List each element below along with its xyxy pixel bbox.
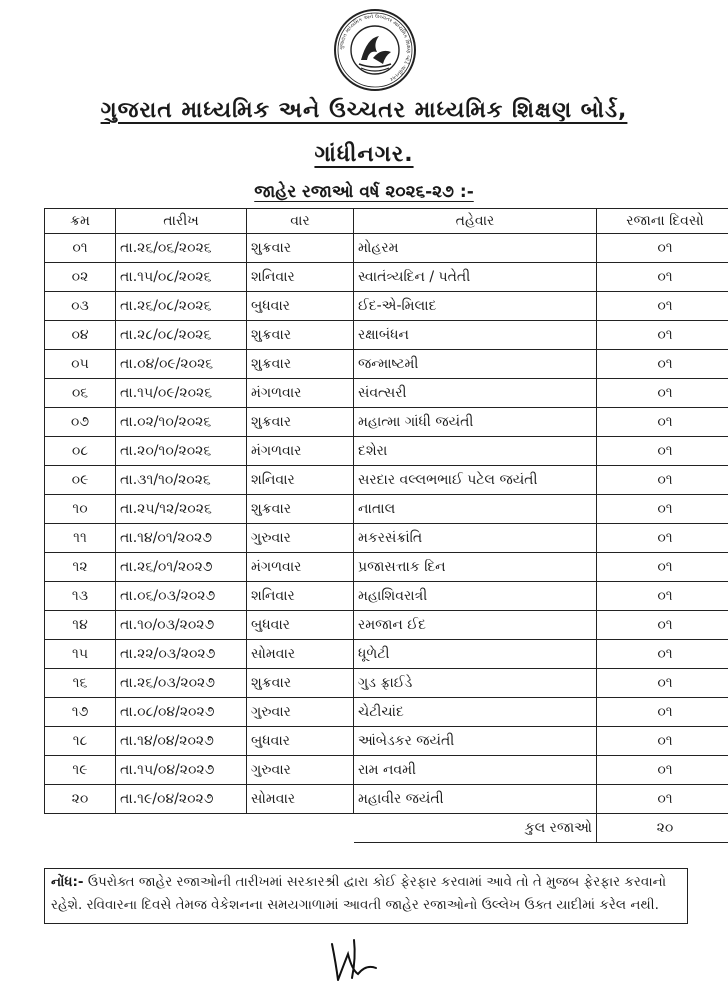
table-body bbox=[45, 234, 728, 814]
date-cell: તા.૧૯/૦૪/૨૦૨૭ bbox=[116, 785, 247, 814]
table-row bbox=[45, 756, 728, 785]
festival-cell: સરદાર વલ્લભભાઈ પટેલ જયંતી bbox=[354, 466, 597, 495]
serial-cell: ૦૮ bbox=[45, 437, 116, 466]
serial-cell: ૧૨ bbox=[45, 553, 116, 582]
festival-cell: મહાશિવરાત્રી bbox=[354, 582, 597, 611]
serial-cell: ૧૫ bbox=[45, 640, 116, 669]
day-cell: મંગળવાર bbox=[247, 437, 354, 466]
table-row bbox=[45, 582, 728, 611]
serial-cell: ૨૦ bbox=[45, 785, 116, 814]
serial-cell: ૦૨ bbox=[45, 263, 116, 292]
board-seal-icon bbox=[333, 8, 417, 92]
day-cell: ગુરુવાર bbox=[247, 756, 354, 785]
holiday-days-cell: ૦૧ bbox=[597, 263, 728, 292]
holiday-days-cell: ૦૧ bbox=[597, 379, 728, 408]
date-cell: તા.૨૦/૧૦/૨૦૨૬ bbox=[116, 437, 247, 466]
total-spacer bbox=[45, 814, 354, 843]
date-cell: તા.૨૬/૦૬/૨૦૨૬ bbox=[116, 234, 247, 263]
note-label: નોંધ:- bbox=[51, 874, 84, 890]
date-cell: તા.૩૧/૧૦/૨૦૨૬ bbox=[116, 466, 247, 495]
day-cell: શુક્રવાર bbox=[247, 408, 354, 437]
serial-cell: ૧૦ bbox=[45, 495, 116, 524]
day-cell: ગુરુવાર bbox=[247, 524, 354, 553]
festival-cell: ધૂળેટી bbox=[354, 640, 597, 669]
serial-cell: ૧૬ bbox=[45, 669, 116, 698]
city-name: ગાંધીનગર. bbox=[314, 142, 414, 167]
date-cell: તા.૧૦/૦૩/૨૦૨૭ bbox=[116, 611, 247, 640]
date-cell: તા.૨૬/૦૧/૨૦૨૭ bbox=[116, 553, 247, 582]
date-cell: તા.૦૮/૦૪/૨૦૨૭ bbox=[116, 698, 247, 727]
table-row bbox=[45, 292, 728, 321]
holiday-days-cell: ૦૧ bbox=[597, 756, 728, 785]
day-cell: મંગળવાર bbox=[247, 553, 354, 582]
table-row bbox=[45, 379, 728, 408]
serial-cell: ૧૯ bbox=[45, 756, 116, 785]
festival-cell: રક્ષાબંધન bbox=[354, 321, 597, 350]
holiday-days-cell: ૦૧ bbox=[597, 611, 728, 640]
signature-icon bbox=[318, 934, 388, 984]
festival-cell: સ્વાતંત્ર્યદિન / પતેતી bbox=[354, 263, 597, 292]
holiday-days-cell: ૦૧ bbox=[597, 466, 728, 495]
holiday-days-cell: ૦૧ bbox=[597, 408, 728, 437]
holiday-table bbox=[44, 208, 728, 843]
seal-text: ગુજરાત માધ્યમિક અને ઉચ્ચતર માધ્યમિક શિક્ષણ બોર્ડ ગાંધીનગર bbox=[338, 13, 412, 83]
column-header-day: વાર bbox=[247, 209, 354, 234]
page-subtitle: જાહેર રજાઓ વર્ષ ૨૦૨૬-૨૭ :- bbox=[254, 182, 474, 202]
holiday-days-cell: ૦૧ bbox=[597, 698, 728, 727]
serial-cell: ૧૩ bbox=[45, 582, 116, 611]
day-cell: શુક્રવાર bbox=[247, 234, 354, 263]
holiday-days-cell: ૦૧ bbox=[597, 669, 728, 698]
date-cell: તા.૦૨/૧૦/૨૦૨૬ bbox=[116, 408, 247, 437]
day-cell: શુક્રવાર bbox=[247, 669, 354, 698]
serial-cell: ૧૭ bbox=[45, 698, 116, 727]
day-cell: સોમવાર bbox=[247, 640, 354, 669]
table-row bbox=[45, 669, 728, 698]
table-header-row bbox=[45, 209, 728, 234]
festival-cell: પ્રજાસત્તાક દિન bbox=[354, 553, 597, 582]
holiday-days-cell: ૦૧ bbox=[597, 785, 728, 814]
holiday-days-cell: ૦૧ bbox=[597, 553, 728, 582]
festival-cell: ચેટીચાંદ bbox=[354, 698, 597, 727]
total-label: કુલ રજાઓ bbox=[354, 814, 597, 843]
serial-cell: ૦૯ bbox=[45, 466, 116, 495]
day-cell: ગુરુવાર bbox=[247, 698, 354, 727]
total-value: ૨૦ bbox=[597, 814, 728, 843]
date-cell: તા.૨૮/૦૮/૨૦૨૬ bbox=[116, 321, 247, 350]
table-row bbox=[45, 727, 728, 756]
date-cell: તા.૨૨/૦૩/૨૦૨૭ bbox=[116, 640, 247, 669]
table-row bbox=[45, 437, 728, 466]
table-row bbox=[45, 495, 728, 524]
table-row bbox=[45, 263, 728, 292]
festival-cell: રમજાન ઈદ bbox=[354, 611, 597, 640]
date-cell: તા.૨૫/૧૨/૨૦૨૬ bbox=[116, 495, 247, 524]
serial-cell: ૦૧ bbox=[45, 234, 116, 263]
serial-cell: ૦૭ bbox=[45, 408, 116, 437]
note-box bbox=[44, 868, 688, 924]
date-cell: તા.૦૬/૦૩/૨૦૨૭ bbox=[116, 582, 247, 611]
day-cell: શનિવાર bbox=[247, 263, 354, 292]
total-row bbox=[45, 814, 728, 843]
day-cell: મંગળવાર bbox=[247, 379, 354, 408]
holiday-days-cell: ૦૧ bbox=[597, 350, 728, 379]
table-row bbox=[45, 234, 728, 263]
festival-cell: ગુડ ફ્રાઈડે bbox=[354, 669, 597, 698]
column-header-holiday-days: રજાના દિવસો bbox=[597, 209, 728, 234]
day-cell: બુધવાર bbox=[247, 727, 354, 756]
day-cell: શુક્રવાર bbox=[247, 495, 354, 524]
column-header-serial: ક્રમ bbox=[45, 209, 116, 234]
table-row bbox=[45, 321, 728, 350]
date-cell: તા.૧૫/૦૮/૨૦૨૬ bbox=[116, 263, 247, 292]
serial-cell: ૧૧ bbox=[45, 524, 116, 553]
festival-cell: મહાવીર જયંતી bbox=[354, 785, 597, 814]
serial-cell: ૦૫ bbox=[45, 350, 116, 379]
date-cell: તા.૨૬/૦૮/૨૦૨૬ bbox=[116, 292, 247, 321]
table-row bbox=[45, 553, 728, 582]
table-row bbox=[45, 466, 728, 495]
day-cell: સોમવાર bbox=[247, 785, 354, 814]
column-header-festival: તહેવાર bbox=[354, 209, 597, 234]
serial-cell: ૦૩ bbox=[45, 292, 116, 321]
holiday-days-cell: ૦૧ bbox=[597, 495, 728, 524]
table-row bbox=[45, 611, 728, 640]
day-cell: બુધવાર bbox=[247, 292, 354, 321]
holiday-days-cell: ૦૧ bbox=[597, 292, 728, 321]
festival-cell: મહાત્મા ગાંધી જયંતી bbox=[354, 408, 597, 437]
table-row bbox=[45, 408, 728, 437]
festival-cell: મોહરમ bbox=[354, 234, 597, 263]
holiday-days-cell: ૦૧ bbox=[597, 234, 728, 263]
holiday-days-cell: ૦૧ bbox=[597, 582, 728, 611]
festival-cell: નાતાલ bbox=[354, 495, 597, 524]
holiday-days-cell: ૦૧ bbox=[597, 437, 728, 466]
date-cell: તા.૧૫/૦૪/૨૦૨૭ bbox=[116, 756, 247, 785]
festival-cell: મકરસંક્રાંતિ bbox=[354, 524, 597, 553]
holiday-days-cell: ૦૧ bbox=[597, 640, 728, 669]
day-cell: બુધવાર bbox=[247, 611, 354, 640]
festival-cell: દશેરા bbox=[354, 437, 597, 466]
holiday-days-cell: ૦૧ bbox=[597, 727, 728, 756]
day-cell: શુક્રવાર bbox=[247, 321, 354, 350]
festival-cell: આંબેડકર જયંતી bbox=[354, 727, 597, 756]
day-cell: શનિવાર bbox=[247, 582, 354, 611]
festival-cell: જન્માષ્ટમી bbox=[354, 350, 597, 379]
serial-cell: ૧૪ bbox=[45, 611, 116, 640]
note-text: ઉપરોક્ત જાહેર રજાઓની તારીખમાં સરકારશ્રી દ્વારા કોઈ ફેરફાર કરવામાં આવે તો તે મુજબ ફેરફાર કરવાનો રહેશે. રવિવારના દિવસે તેમજ વેકેશનના સમયગાળામાં આવતી જાહેર રજાઓનો ઉલ્લેખ ઉક્ત યાદીમાં કરેલ નથી. bbox=[51, 874, 667, 913]
table-row bbox=[45, 350, 728, 379]
date-cell: તા.૧૫/૦૯/૨૦૨૬ bbox=[116, 379, 247, 408]
holiday-days-cell: ૦૧ bbox=[597, 524, 728, 553]
table-row bbox=[45, 698, 728, 727]
date-cell: તા.૦૪/૦૯/૨૦૨૬ bbox=[116, 350, 247, 379]
date-cell: તા.૧૪/૦૧/૨૦૨૭ bbox=[116, 524, 247, 553]
festival-cell: ઈદ-એ-મિલાદ bbox=[354, 292, 597, 321]
day-cell: શનિવાર bbox=[247, 466, 354, 495]
serial-cell: ૦૬ bbox=[45, 379, 116, 408]
festival-cell: રામ નવમી bbox=[354, 756, 597, 785]
table-row bbox=[45, 785, 728, 814]
serial-cell: ૦૪ bbox=[45, 321, 116, 350]
board-name: ગુજરાત માધ્યમિક અને ઉચ્ચતર માધ્યમિક શિક્ષણ બોર્ડ, bbox=[100, 98, 628, 123]
holiday-days-cell: ૦૧ bbox=[597, 321, 728, 350]
table-row bbox=[45, 524, 728, 553]
date-cell: તા.૨૬/૦૩/૨૦૨૭ bbox=[116, 669, 247, 698]
column-header-date: તારીખ bbox=[116, 209, 247, 234]
serial-cell: ૧૮ bbox=[45, 727, 116, 756]
day-cell: શુક્રવાર bbox=[247, 350, 354, 379]
festival-cell: સંવત્સરી bbox=[354, 379, 597, 408]
table-row bbox=[45, 640, 728, 669]
date-cell: તા.૧૪/૦૪/૨૦૨૭ bbox=[116, 727, 247, 756]
